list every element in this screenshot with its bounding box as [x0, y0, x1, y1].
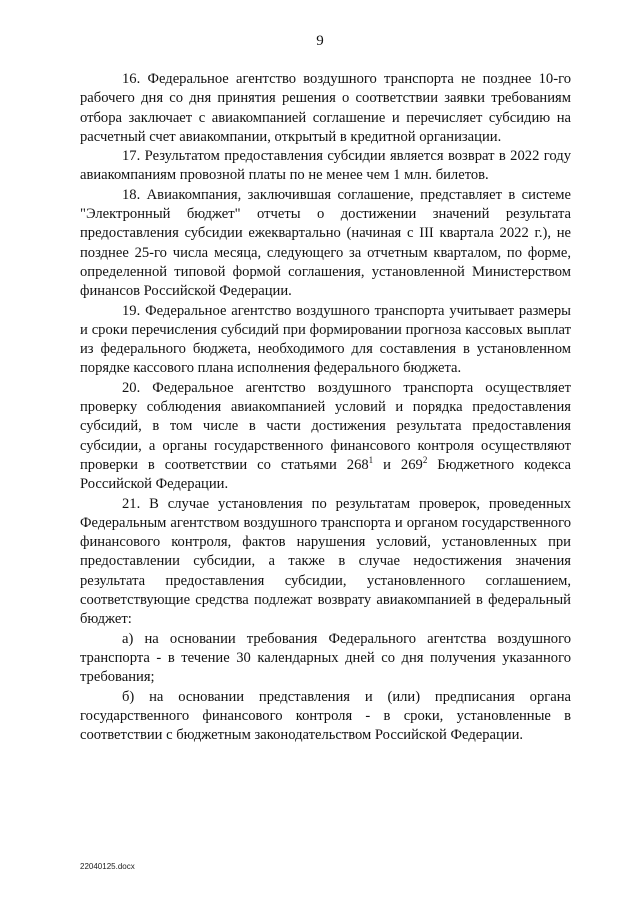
paragraph-21-b: б) на основании представления и (или) предписания органа государственного финансового контроля - в сроки, установленные в соответствии с бюджетным законодательством Российской Федерации.	[80, 688, 571, 744]
page-number: 9	[316, 33, 324, 49]
footnote-superscript-1: 1	[368, 455, 374, 466]
file-name-footer: 22040125.docx	[80, 862, 135, 871]
paragraph-20-end: Бюджетного кодекса Российской Федерации.	[80, 456, 571, 493]
paragraph-20	[80, 379, 571, 495]
paragraph-19: 19. Федеральное агентство воздушного транспорта учитывает размеры и сроки перечисления субсидий при формировании прогноза кассовых выплат из федерального бюджета, необходимого для составления в установленном порядке кассового плана исполнения федерального бюджета.	[80, 302, 571, 377]
paragraph-17: 17. Результатом предоставления субсидии является возврат в 2022 году авиакомпаниям провозной платы по не менее чем 1 млн. билетов.	[80, 148, 571, 184]
document-body	[80, 70, 571, 745]
paragraph-18: 18. Авиакомпания, заключившая соглашение, представляет в системе "Электронный бюджет" отчеты о достижении значений результата предоставления субсидии ежеквартально (начиная с III квартала 2022 г.), не позднее 25-го числа месяца, следующего за отчетным кварталом, по форме, определенной типовой формой соглашения, установленной Министерством финансов Российской Федерации.	[80, 186, 571, 300]
paragraph-20-middle: и 269	[373, 456, 423, 473]
paragraph-21: 21. В случае установления по результатам проверок, проведенных Федеральным агентством воздушного транспорта и органом государственного финансового контроля, фактов нарушения условий, установленных при предоставлении субсидии, а также в случае недостижения значения результата предоставления субсидии, установленного соглашением, соответствующие средства подлежат возврату авиакомпанией в федеральный бюджет:	[80, 495, 571, 628]
paragraph-16: 16. Федеральное агентство воздушного транспорта не позднее 10-го рабочего дня со дня принятия решения о соответствии заявки требованиям отбора заключает с авиакомпанией соглашение и перечисляет субсидию на расчетный счет авиакомпании, открытый в кредитной организации.	[80, 71, 571, 145]
footnote-superscript-2: 2	[422, 455, 428, 466]
paragraph-21-a: а) на основании требования Федерального агентства воздушного транспорта - в течение 30 календарных дней со дня получения указанного требования;	[80, 630, 571, 686]
paragraph-20-text: 20. Федеральное агентство воздушного транспорта осуществляет проверку соблюдения авиакомпанией условий и порядка предоставления субсидий, в том числе в части достижения результата предоставления субсидии, а органы государственного финансового контроля осуществляют проверки в соответствии со статьями 268	[80, 379, 571, 473]
